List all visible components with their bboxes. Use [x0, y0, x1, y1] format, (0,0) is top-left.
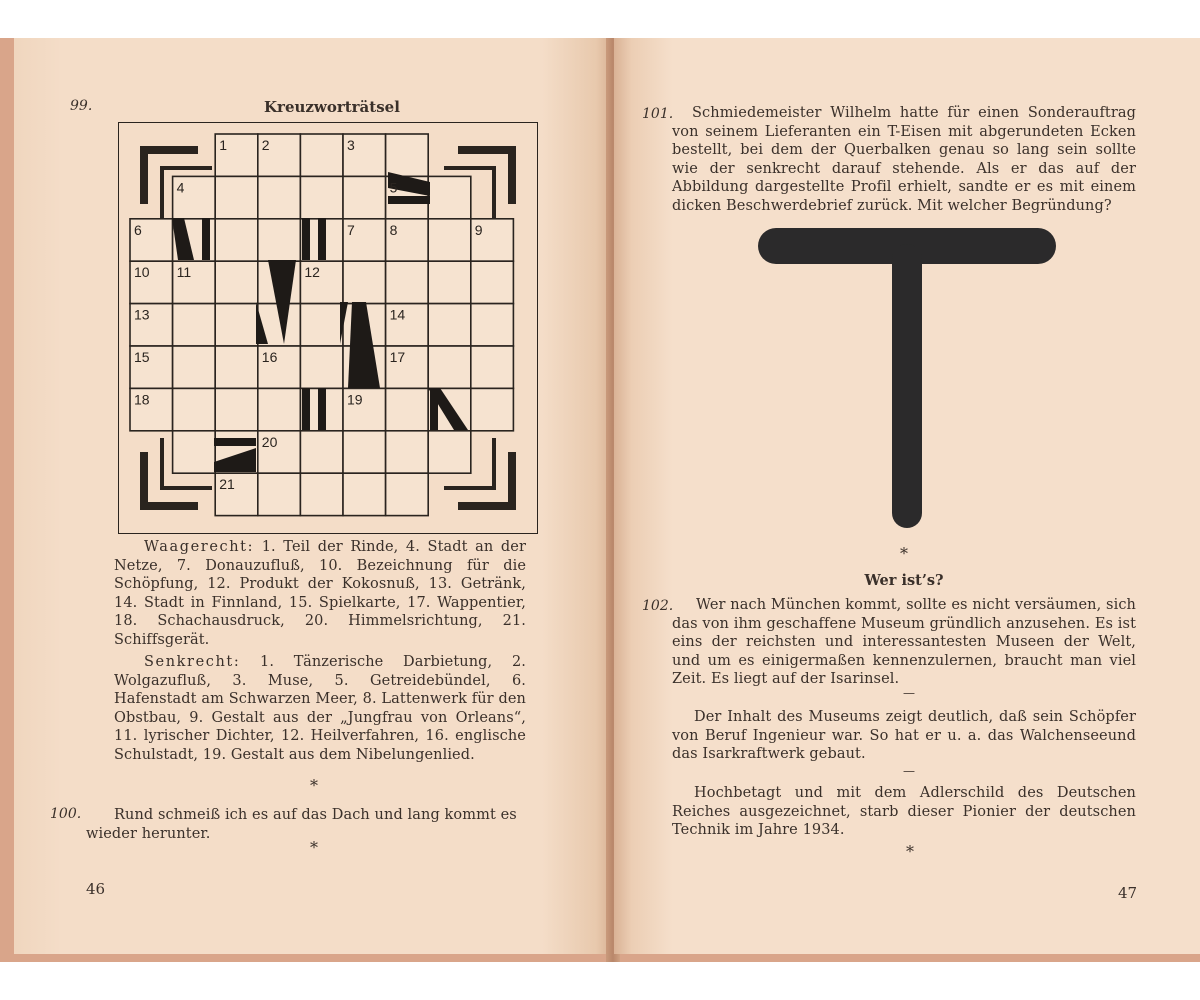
- grid-number-15: 15: [134, 349, 150, 365]
- grid-number-3: 3: [347, 137, 355, 153]
- grid-cell: [300, 431, 343, 473]
- grid-number-10: 10: [134, 264, 150, 281]
- grid-number-12: 12: [304, 264, 320, 281]
- grid-cells: [130, 134, 513, 516]
- grid-cell: [386, 261, 429, 303]
- grid-number-17: 17: [389, 349, 406, 365]
- open-book: [0, 38, 1200, 962]
- page-number-left: 46: [86, 880, 106, 898]
- grid-number-20: 20: [261, 433, 278, 450]
- fill-bar-1: [302, 218, 310, 260]
- grid-number-19: 19: [347, 391, 363, 408]
- separator-star-4: *: [906, 842, 914, 861]
- fill-5b: [388, 196, 430, 204]
- left-page: [14, 38, 614, 954]
- down-heading: Senkrecht:: [144, 654, 241, 670]
- grid-number-16: 16: [261, 349, 278, 365]
- puzzle-102-paragraph-1: Wer nach München kommt, sollte es nicht versäumen, sich das von ihm geschaffene Museum gründlich anzusehen. Es ist eins der reichsten und interessantesten Museen der Welt, und um es einigermaßen kennenzulernen, braucht man viel Zeit. Es liegt auf der Isarinsel.: [672, 597, 1136, 687]
- grid-number-1: 1: [219, 137, 227, 153]
- puzzle-102-title: Wer ist’s?: [864, 572, 944, 589]
- grid-number-18: 18: [134, 391, 150, 408]
- grid-cell: [471, 388, 514, 430]
- puzzle-100-number: 100.: [50, 806, 82, 822]
- grid-number-7: 7: [347, 221, 355, 238]
- grid-cell: [300, 176, 343, 218]
- separator-star-1: *: [310, 776, 318, 795]
- grid-number-4: 4: [176, 179, 185, 196]
- grid-cell: [343, 261, 386, 303]
- crossword-grid: [118, 122, 538, 534]
- grid-number-14: 14: [389, 306, 406, 323]
- grid-cell: [428, 219, 471, 261]
- grid-number-9: 9: [474, 221, 483, 238]
- grid-cell: [258, 219, 301, 261]
- grid-cell: [173, 304, 216, 346]
- clues-block: [114, 538, 526, 764]
- grid-cell: [428, 261, 471, 303]
- grid-cell: [300, 473, 343, 515]
- separator-star-2: *: [310, 838, 318, 857]
- grid-number-21: 21: [219, 476, 235, 493]
- grid-cell: [215, 176, 258, 218]
- grid-cell: [300, 346, 343, 388]
- fill-bar-4: [318, 388, 326, 430]
- separator-star-3: *: [900, 544, 908, 563]
- grid-number-2: 2: [261, 137, 270, 153]
- grid-cell: [300, 134, 343, 176]
- grid-cell: [300, 304, 343, 346]
- grid-cell: [471, 261, 514, 303]
- fill-18rb: [430, 388, 438, 430]
- puzzle-101-number: 101.: [642, 106, 674, 122]
- grid-cell: [258, 473, 301, 515]
- puzzle-102-paragraph-2: Der Inhalt des Museums zeigt deutlich, daß sein Schöpfer von Beruf Ingenieur war. So hat er u. a. das Walchenseeund das Isarkraftwerk gebaut.: [672, 709, 1136, 762]
- grid-cell: [386, 388, 429, 430]
- across-heading: Waagerecht:: [144, 539, 255, 555]
- grid-number-11: 11: [176, 264, 192, 281]
- fill-6b: [202, 218, 210, 260]
- across-clues: 1. Teil der Rinde, 4. Stadt an der Netze, 7. Donauzufluß, 10. Bezeichnung für die Schöpfung, 12. Produkt der Kokosnuß, 13. Getränk, 14. Stadt in Finnland, 15. Spielkarte, 17. Wappentier, 18. Schachausdruck, 20. Himmelsrichtung, 21. Schiffsgerät.: [114, 539, 526, 648]
- t-stem: [892, 244, 922, 528]
- grid-cell: [258, 388, 301, 430]
- grid-number-13: 13: [134, 306, 150, 323]
- grid-cell: [173, 346, 216, 388]
- dash-1: —: [903, 686, 915, 700]
- t-profile-figure: [754, 224, 1064, 530]
- grid-cell: [428, 431, 471, 473]
- grid-cell: [215, 388, 258, 430]
- dash-2: —: [903, 764, 915, 778]
- page-number-right: 47: [1118, 884, 1138, 902]
- grid-cell: [386, 134, 429, 176]
- grid-cell: [428, 176, 471, 218]
- grid-cell: [258, 176, 301, 218]
- puzzle-102-number: 102.: [642, 598, 674, 614]
- puzzle-99-title: Kreuzworträtsel: [264, 98, 400, 116]
- grid-cell: [343, 431, 386, 473]
- grid-cell: [471, 304, 514, 346]
- puzzle-101-text: Schmiedemeister Wilhelm hatte für einen Sonderauftrag von seinem Lieferanten ein T-Eisen mit abgerundeten Ecken bestellt, bei dem der Querbalken genau so lang sein sollte wie der senkrecht darauf stehende. Als er das auf der Abbildung dargestellte Profil erhielt, sandte er es mit einem dicken Beschwerdebrief zurück. Mit welcher Begründung?: [672, 105, 1136, 214]
- puzzle-99-number: 99.: [70, 98, 93, 114]
- grid-cell: [215, 304, 258, 346]
- right-page: [614, 38, 1200, 954]
- grid-cell: [428, 304, 471, 346]
- grid-cell: [386, 473, 429, 515]
- down-clues: 1. Tänzerische Darbietung, 2. Wolgazufluß, 3. Muse, 5. Getreidebündel, 6. Hafenstadt am Schwarzen Meer, 8. Lattenwerk für den Obstbau, 9. Gestalt aus der „Jungfrau von Orleans“, 11. lyrischer Dichter, 12. Heilverfahren, 16. englische Schulstadt, 19. Gestalt aus dem Nibelungenlied.: [114, 654, 526, 763]
- fill-20b: [214, 438, 256, 446]
- grid-cell: [343, 473, 386, 515]
- fill-bar-2: [318, 218, 326, 260]
- grid-cell: [386, 431, 429, 473]
- grid-cell: [471, 346, 514, 388]
- puzzle-100-text: Rund schmeiß ich es auf das Dach und lang kommt es wieder herunter.: [86, 807, 517, 842]
- grid-number-8: 8: [389, 221, 398, 238]
- puzzle-102-paragraph-3: Hochbetagt und mit dem Adlerschild des Deutschen Reiches ausgezeichnet, starb dieser Pionier der deutschen Technik im Jahre 1934.: [672, 785, 1136, 838]
- grid-cell: [215, 261, 258, 303]
- grid-cell: [215, 346, 258, 388]
- grid-cell: [215, 219, 258, 261]
- grid-cell: [173, 388, 216, 430]
- fill-bar-3: [302, 388, 310, 430]
- grid-cell: [343, 176, 386, 218]
- grid-number-6: 6: [134, 221, 142, 238]
- grid-cell: [428, 346, 471, 388]
- grid-number-5: 5: [389, 179, 398, 196]
- grid-cell: [173, 431, 216, 473]
